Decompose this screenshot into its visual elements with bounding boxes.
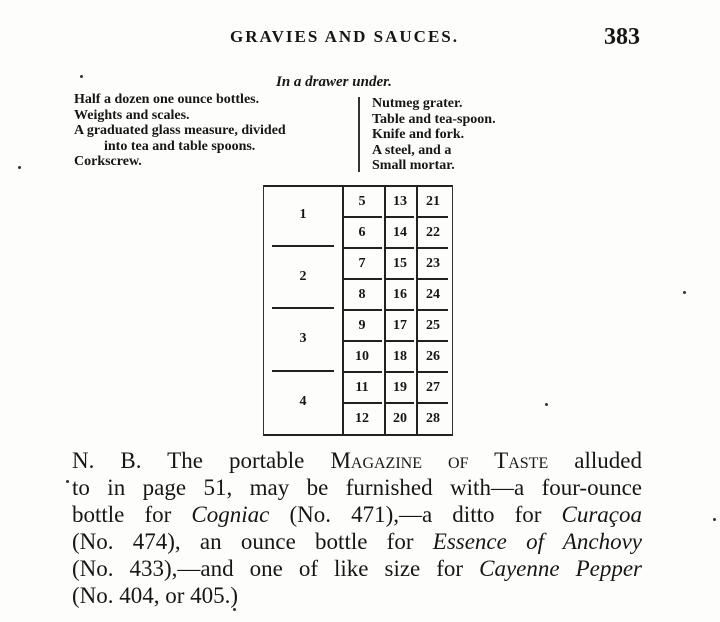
print-speck [713,518,716,521]
running-title: GRAVIES AND SAUCES. [230,27,459,46]
grid-cell: 13 [393,194,407,209]
list-item: A steel, and a [372,142,452,158]
list-item: Knife and fork. [372,127,465,142]
print-speck [545,403,548,406]
grid-cell: 26 [426,349,440,364]
grid-cell: 25 [426,318,440,333]
note-line: (No. 404, or 405.) [72,583,239,608]
group-divider [272,307,334,309]
list-item: Nutmeg grater. [372,96,463,111]
list-item: Table and tea-spoon. [372,111,496,127]
bottle-compartment-grid [263,185,453,436]
grid-cell: 6 [358,225,366,240]
print-speck [683,291,686,294]
list-item: Weights and scales. [74,107,190,123]
drawer-list-right [372,96,532,174]
grid-cell: 22 [426,225,440,240]
group-divider [272,370,334,372]
grid-cell: 7 [358,256,366,271]
note-line: N. B. The portable Magazine of Taste alluded [72,448,643,473]
grid-cell: 20 [393,411,407,426]
group-label: 2 [299,269,307,284]
grid-column-line [342,187,344,434]
note-line: (No. 474), an ounce bottle for Essence of Anchovy [72,529,642,554]
print-speck [18,166,21,169]
drawer-heading: In a drawer under. [276,74,392,90]
taste-smallcaps: Taste [494,448,549,473]
grid-cell: 9 [358,318,366,333]
group-label: 1 [299,207,307,222]
grid-cell: 17 [393,318,407,333]
grid-cell: 12 [355,411,369,426]
group-label: 4 [299,394,307,409]
grid-cell: 21 [426,194,440,209]
page-number: 383 [604,24,640,50]
grid-cell: 27 [426,380,440,395]
note-line: bottle for Cogniac (No. 471),—a ditto for Curaçoa [72,502,642,527]
grid-cell: 28 [426,411,440,426]
print-speck [233,608,236,611]
list-item: A graduated glass measure, divided [74,123,286,138]
grid-cell: 8 [358,287,366,302]
grid-cell: 16 [393,287,407,302]
grid-cell: 23 [426,256,440,271]
group-label: 3 [299,331,307,346]
print-speck [66,480,69,483]
grid-cell: 24 [426,287,440,302]
group-divider [272,245,334,247]
grid-cell: 10 [355,349,369,364]
drawer-list-left [74,92,359,170]
note-paragraph [72,447,642,609]
grid-cell: 11 [355,380,369,395]
grid-cell: 19 [393,380,407,395]
list-item: into tea and table spoons. [104,138,256,154]
list-item: Small mortar. [372,158,455,173]
note-line: to in page 51, may be furnished with—a four-ounce [72,475,642,500]
magazine-smallcaps: Magazine [330,448,422,473]
grid-cell: 18 [393,349,407,364]
list-divider [358,97,360,172]
print-speck [80,75,83,78]
list-item: Corkscrew. [74,154,142,169]
grid-cell: 5 [358,194,366,209]
note-line: (No. 433),—and one of like size for Cayenne Pepper [72,556,642,581]
grid-cell: 14 [393,225,407,240]
grid-cell: 15 [393,256,407,271]
list-item: Half a dozen one ounce bottles. [74,92,260,107]
